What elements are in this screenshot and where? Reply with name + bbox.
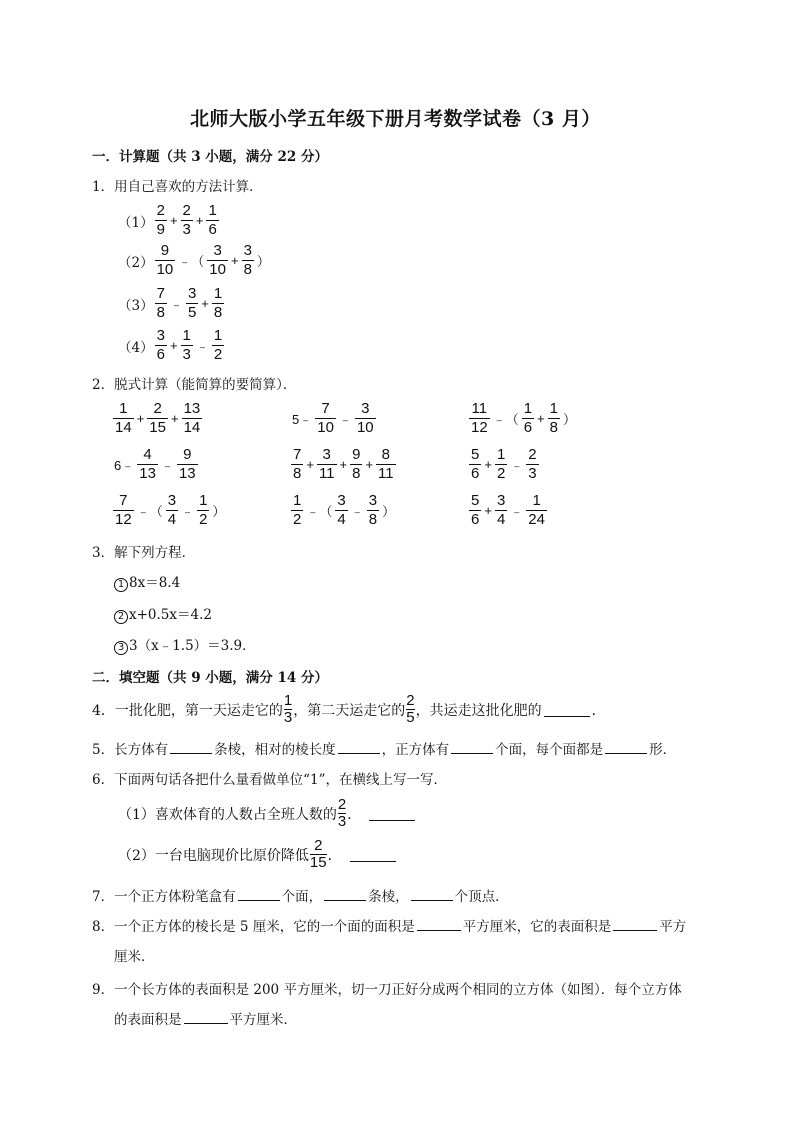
question-4: 4．一批化肥，第一天运走它的 $\frac{1}{3}$ ，第二天运走它的 $\frac{2}{5}$ ，共运走这批化肥的 ．: [92, 692, 606, 726]
denominator: 3: [528, 465, 537, 482]
numerator: 2: [528, 446, 537, 463]
fraction: [350, 447, 362, 482]
operator: ﹣: [181, 504, 195, 519]
fraction: [155, 328, 167, 363]
answer-blank[interactable]: [338, 739, 380, 754]
numerator: 1: [182, 327, 191, 344]
denominator: 14: [183, 419, 201, 436]
fraction: [155, 243, 176, 278]
q3-equation: [114, 603, 212, 624]
denominator: 13: [178, 465, 196, 482]
q4-fraction-2: $\frac{2}{5}$: [406, 692, 415, 726]
denominator: 14: [115, 419, 132, 436]
answer-blank[interactable]: [369, 806, 415, 821]
fraction: [242, 243, 254, 278]
fraction: [181, 203, 193, 238]
denominator: 6: [208, 221, 217, 238]
q1-item: [118, 328, 225, 363]
operator: +: [484, 457, 492, 472]
denominator: 10: [156, 261, 174, 278]
fraction: [166, 493, 178, 528]
operator: +: [484, 503, 492, 518]
fraction: [469, 493, 481, 528]
operator: 6﹣: [114, 458, 135, 473]
numerator: 7: [293, 446, 302, 463]
question-5: 5．长方体有 条棱，相对的棱长度 ，正方体有 个面，每个面都是 形．: [92, 738, 676, 758]
equation-text: 8x＝8.4: [129, 575, 181, 591]
denominator: 8: [293, 465, 302, 482]
denominator: 3: [182, 221, 191, 238]
section-heading-fill: 二．填空题（共 9 小题，满分 14 分）: [92, 670, 328, 686]
denominator: 3: [182, 346, 191, 363]
q2-expression: [112, 493, 227, 528]
fraction: [376, 447, 396, 482]
question-6-sub-2: （2）一台电脑现价比原价降低 $\frac{2}{15}$ ．: [118, 838, 398, 871]
operator: +: [170, 411, 179, 426]
section-heading-calc: 一．计算题（共 3 小题，满分 22 分）: [92, 149, 328, 165]
fraction: [212, 286, 224, 321]
numerator: 7: [156, 285, 165, 302]
q4-text-c: ，共运走这批化肥的: [415, 702, 542, 719]
operator: ﹣（: [136, 504, 163, 519]
answer-blank[interactable]: [411, 886, 453, 901]
fraction: [522, 401, 534, 436]
q2-expression: [468, 401, 578, 436]
numerator: 8: [381, 446, 390, 463]
fraction: [197, 493, 209, 528]
operator: ）: [256, 254, 270, 269]
numerator: 1: [199, 492, 208, 509]
fraction: [335, 493, 347, 528]
numerator: 2: [153, 400, 162, 417]
question-7: 7．一个正方体粉笔盒有 个面， 条棱， 个顶点．: [92, 885, 509, 905]
answer-blank[interactable]: [324, 886, 366, 901]
operator: ﹣（: [492, 412, 519, 427]
numerator: 3: [213, 242, 222, 259]
numerator: 1: [208, 202, 217, 219]
fraction: [291, 447, 303, 482]
fraction: [212, 328, 224, 363]
q2-expression: [112, 447, 199, 482]
operator: ﹣: [350, 504, 364, 519]
denominator: 10: [209, 261, 226, 278]
numerator: 3: [496, 492, 506, 509]
numerator: 1: [213, 285, 223, 302]
operator: +: [365, 457, 374, 472]
question-6-text: 6．下面两句话各把什么量看做单位“1”，在横线上写一写．: [92, 772, 447, 788]
fraction: [182, 401, 203, 436]
fraction: [113, 493, 134, 528]
circled-number: 1: [114, 578, 128, 592]
denominator: 8: [352, 465, 361, 482]
denominator: 10: [317, 419, 334, 436]
answer-blank[interactable]: [238, 886, 280, 901]
q2-expression: [468, 493, 548, 528]
denominator: 4: [167, 511, 177, 528]
numerator: 3: [187, 285, 197, 302]
fraction: [207, 243, 228, 278]
denominator: 4: [496, 511, 506, 528]
denominator: 2: [213, 346, 223, 363]
question-8: 8．一个正方体的棱长是 5 厘米，它的一个面的面积是 平方厘米，它的表面积是 平方: [92, 915, 686, 935]
denominator: 13: [139, 465, 156, 482]
denominator: 5: [187, 304, 197, 321]
answer-blank[interactable]: [451, 739, 493, 754]
operator: ﹣: [169, 297, 183, 312]
answer-blank[interactable]: [605, 739, 647, 754]
fraction: [177, 447, 198, 482]
q6-fraction-1: $\frac{2}{3}$: [337, 796, 347, 830]
operator: +: [230, 253, 239, 268]
fraction: [137, 447, 158, 482]
operator: +: [169, 338, 178, 353]
equation-text: 3（x﹣1.5）＝3.9．: [129, 638, 256, 654]
denominator: 2: [199, 511, 208, 528]
operator: +: [195, 213, 204, 228]
denominator: 8: [156, 304, 165, 321]
numerator: 1: [549, 400, 558, 417]
numerator: 7: [321, 400, 330, 417]
answer-blank[interactable]: [613, 916, 657, 931]
q2-expression: [112, 401, 203, 436]
denominator: 6: [471, 511, 480, 528]
operator: +: [169, 213, 178, 228]
fraction: [186, 286, 198, 321]
numerator: 2: [182, 202, 191, 219]
denominator: 12: [471, 419, 488, 436]
circled-number: 3: [114, 641, 128, 655]
operator: +: [136, 411, 145, 426]
numerator: 13: [183, 400, 201, 417]
fraction: [495, 447, 507, 482]
denominator: 2: [496, 465, 506, 482]
equation-text: x+0.5x＝4.2: [129, 607, 212, 623]
q4-text-b: ，第二天运走它的: [293, 702, 406, 719]
item-label: （4）: [118, 339, 154, 356]
numerator: 1: [119, 400, 128, 417]
item-label: （3）: [118, 297, 154, 314]
fraction: [155, 286, 167, 321]
operator: +: [339, 457, 348, 472]
denominator: 8: [368, 511, 378, 528]
numerator: 3: [167, 492, 177, 509]
q6-fraction-2: $\frac{2}{15}$: [309, 837, 327, 871]
numerator: 11: [471, 400, 488, 417]
fraction: [291, 493, 303, 528]
denominator: 24: [528, 511, 545, 528]
operator: ）: [382, 504, 396, 519]
numerator: 1: [523, 400, 533, 417]
item-label: （1）: [118, 214, 154, 231]
answer-blank[interactable]: [184, 1009, 228, 1024]
answer-blank[interactable]: [544, 702, 590, 717]
operator: 5﹣: [292, 412, 313, 427]
answer-blank[interactable]: [170, 739, 212, 754]
fraction: [147, 401, 168, 436]
operator: ）: [212, 504, 226, 519]
q1-item: [118, 243, 272, 278]
fraction: [315, 401, 336, 436]
denominator: 6: [523, 419, 533, 436]
operator: +: [201, 296, 209, 311]
numerator: 1: [293, 492, 302, 509]
operator: +: [306, 457, 314, 472]
denominator: 6: [156, 346, 165, 363]
page-title: 北师大版小学五年级下册月考数学试卷（3 月）: [190, 108, 601, 130]
numerator: 1: [213, 327, 223, 344]
operator: ﹣（: [178, 254, 205, 269]
fraction: [526, 447, 538, 482]
question-1-text: 1．用自己喜欢的方法计算．: [92, 179, 263, 195]
denominator: 10: [356, 419, 374, 436]
question-3-text: 3．解下列方程．: [92, 545, 196, 561]
numerator: 5: [471, 492, 480, 509]
numerator: 1: [532, 492, 541, 509]
numerator: 4: [143, 446, 152, 463]
circled-number: 2: [114, 610, 128, 624]
denominator: 15: [149, 419, 166, 436]
question-6-sub-1: （1）喜欢体育的人数占全班人数的 $\frac{2}{3}$ ．: [118, 797, 417, 830]
fraction: [113, 401, 134, 436]
numerator: 3: [156, 327, 165, 344]
operator: ﹣: [160, 458, 174, 473]
question-8-line-2: 厘米．: [114, 949, 155, 965]
operator: ﹣: [195, 339, 209, 354]
fraction: [206, 203, 218, 238]
denominator: 4: [337, 511, 346, 528]
operator: ）: [562, 412, 576, 427]
denominator: 2: [293, 511, 302, 528]
fraction: [495, 493, 507, 528]
denominator: 11: [378, 465, 394, 482]
q1-item: [118, 203, 220, 238]
operator: ﹣: [510, 458, 524, 473]
q2-expression: [290, 401, 377, 436]
question-2-text: 2．脱式计算（能简算的要简算）．: [92, 377, 297, 393]
q3-equation: [114, 634, 256, 655]
question-9: 9．一个长方体的表面积是 200 平方厘米，切一刀正好分成两个相同的立方体（如图）．每个立方体: [92, 982, 682, 998]
numerator: 3: [243, 242, 252, 259]
fraction: [469, 447, 481, 482]
q1-item: [118, 286, 225, 321]
denominator: 12: [115, 511, 132, 528]
numerator: 3: [322, 446, 331, 463]
q4-text-a: 4．一批化肥，第一天运走它的: [92, 702, 283, 719]
numerator: 9: [160, 242, 170, 259]
q4-fraction-1: $\frac{1}{3}$: [283, 692, 293, 726]
fraction: [469, 401, 490, 436]
denominator: 8: [243, 261, 252, 278]
fraction: [526, 493, 547, 528]
fraction: [181, 328, 193, 363]
fraction: [548, 401, 560, 436]
q2-expression: [468, 447, 540, 482]
numerator: 1: [496, 446, 506, 463]
operator: ﹣: [510, 504, 524, 519]
question-9-line-2: 的表面积是 平方厘米．: [114, 1008, 297, 1028]
numerator: 5: [471, 446, 480, 463]
fraction: [355, 401, 376, 436]
numerator: 7: [119, 492, 128, 509]
denominator: 8: [213, 304, 223, 321]
fraction: [367, 493, 379, 528]
numerator: 3: [368, 492, 378, 509]
fraction: [155, 203, 167, 238]
operator: +: [537, 411, 545, 426]
denominator: 11: [318, 465, 335, 482]
answer-blank[interactable]: [417, 916, 461, 931]
fraction: [317, 447, 337, 482]
numerator: 3: [361, 400, 370, 417]
q3-equation: [114, 571, 180, 592]
denominator: 9: [156, 221, 165, 238]
numerator: 2: [156, 202, 165, 219]
denominator: 8: [549, 419, 558, 436]
q2-expression: [290, 447, 397, 482]
operator: ﹣: [338, 412, 352, 427]
operator: ﹣（: [306, 504, 333, 519]
item-label: （2）: [118, 254, 154, 271]
numerator: 3: [337, 492, 346, 509]
numerator: 9: [352, 446, 361, 463]
answer-blank[interactable]: [350, 847, 396, 862]
denominator: 6: [471, 465, 480, 482]
numerator: 9: [183, 446, 192, 463]
q2-expression: [290, 493, 397, 528]
